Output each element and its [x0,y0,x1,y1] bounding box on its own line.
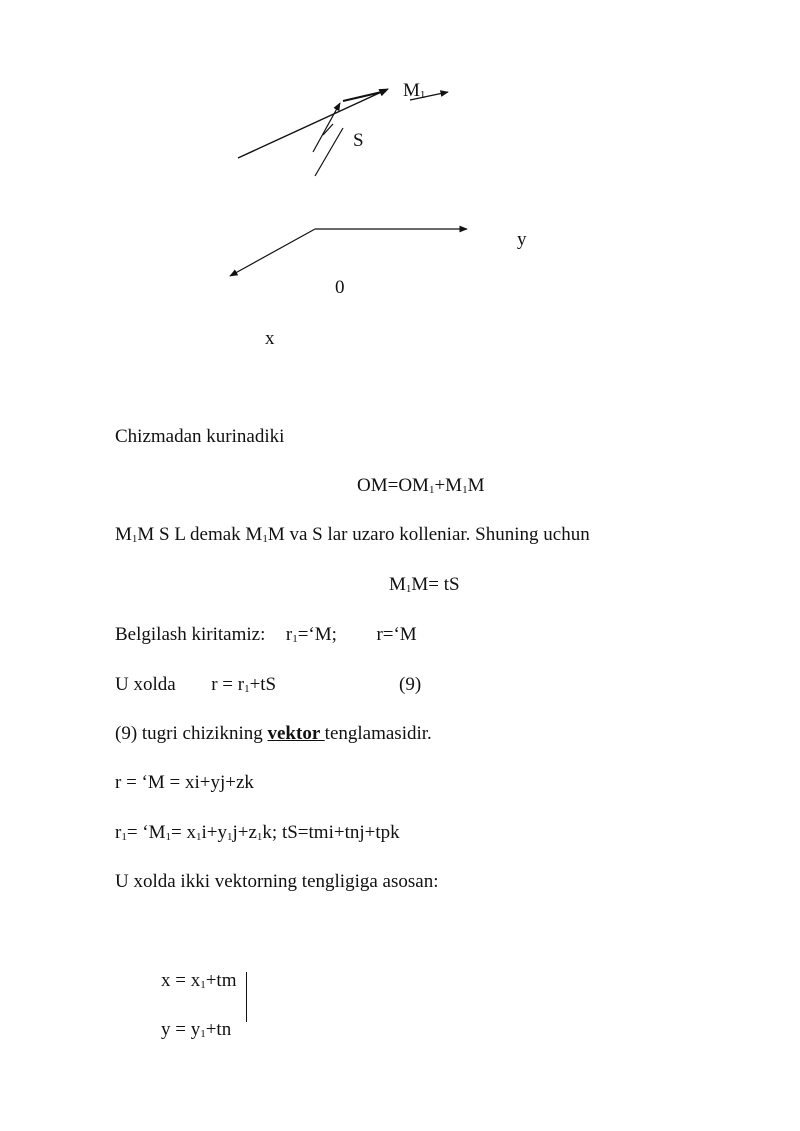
r1-definition [115,823,400,842]
system-x-equation [161,971,237,990]
r1-sub-a: 1 [121,831,127,843]
notation-sub-b: 1 [292,633,298,645]
system-brace [246,972,247,1022]
collinear-part-c: M va S lar uzaro kolleniar. Shuning uchun [267,524,590,545]
label-y: y [517,229,527,250]
notation-text [115,625,417,644]
r1-part-b: = ‘M [126,822,166,843]
statement-bold-word: vektor [267,723,325,744]
label-m1 [403,81,425,100]
r1-sub-d: 1 [226,831,233,843]
notation-part-a: Belgilash kiritamiz: [115,624,266,645]
equation-9-number: (9) [399,674,422,695]
conclusion-text: U xolda ikki vektorning tengligiga asosan: [115,871,439,892]
eq2-sub-a: 1 [405,583,412,595]
eq2-part-b: M= tS [411,574,460,595]
label-s: S [353,130,364,151]
collinear-part-a: M [115,524,132,545]
label-x: x [265,328,275,349]
r1-part-f: k; tS=tmi+tnj+tpk [262,822,400,843]
collinear-sub-a: 1 [131,533,138,545]
equation-m1m [389,575,460,594]
r1-part-d: i+y [201,822,227,843]
equation-om [357,476,484,495]
sys-x-part-b: +tm [205,970,237,991]
label-origin: 0 [335,277,345,298]
sys-x-sub: 1 [200,979,206,991]
r1-sub-e: 1 [256,831,263,843]
label-m1-sub: 1 [419,89,426,101]
r1-part-a: r [115,822,122,843]
sys-y-part-a: y = y [161,1019,201,1040]
eq9-part-c: +tS [249,674,277,695]
eq2-part-a: M [389,574,406,595]
vector-line-diagram [0,0,800,380]
notation-part-d: r=‘M [376,624,417,645]
statement-part-c: tenglamasidir. [324,723,432,744]
eq9-part-b: r = r [211,674,245,695]
sys-y-sub: 1 [200,1028,206,1040]
statement-text [115,724,432,743]
notation-part-b: r [285,624,293,645]
collinear-sub-b: 1 [262,533,268,545]
x-axis-line [230,229,315,276]
r1-part-c: = x [171,822,196,843]
statement-part-a: (9) tugri chizikning [115,723,268,744]
intro-text: Chizmadan kurinadiki [115,426,285,447]
eq1-sub-a: 1 [428,484,435,496]
system-y-equation [161,1020,231,1039]
collinear-part-b: M S L demak M [137,524,263,545]
vector-om [315,128,343,176]
r1-sub-c: 1 [195,831,202,843]
eq1-part-b: +M [434,475,463,496]
r1-part-e: j+z [232,822,257,843]
eq9-part-a: U xolda [115,674,176,695]
eq1-part-a: OM=OM [357,475,429,496]
label-m1-text: M [403,80,420,101]
r-definition: r = ‘M = xi+yj+zk [115,772,254,793]
equation-9 [115,675,276,694]
collinear-text [115,525,590,544]
straight-line [238,89,388,158]
sys-y-part-b: +tn [205,1019,232,1040]
sys-x-part-a: x = x [161,970,201,991]
eq9-sub-b: 1 [244,683,250,695]
eq1-part-c: M [467,475,485,496]
vector-r1 [313,103,340,152]
eq1-sub-b: 1 [462,484,468,496]
r1-sub-b: 1 [165,831,172,843]
notation-part-c: =‘M; [297,624,337,645]
